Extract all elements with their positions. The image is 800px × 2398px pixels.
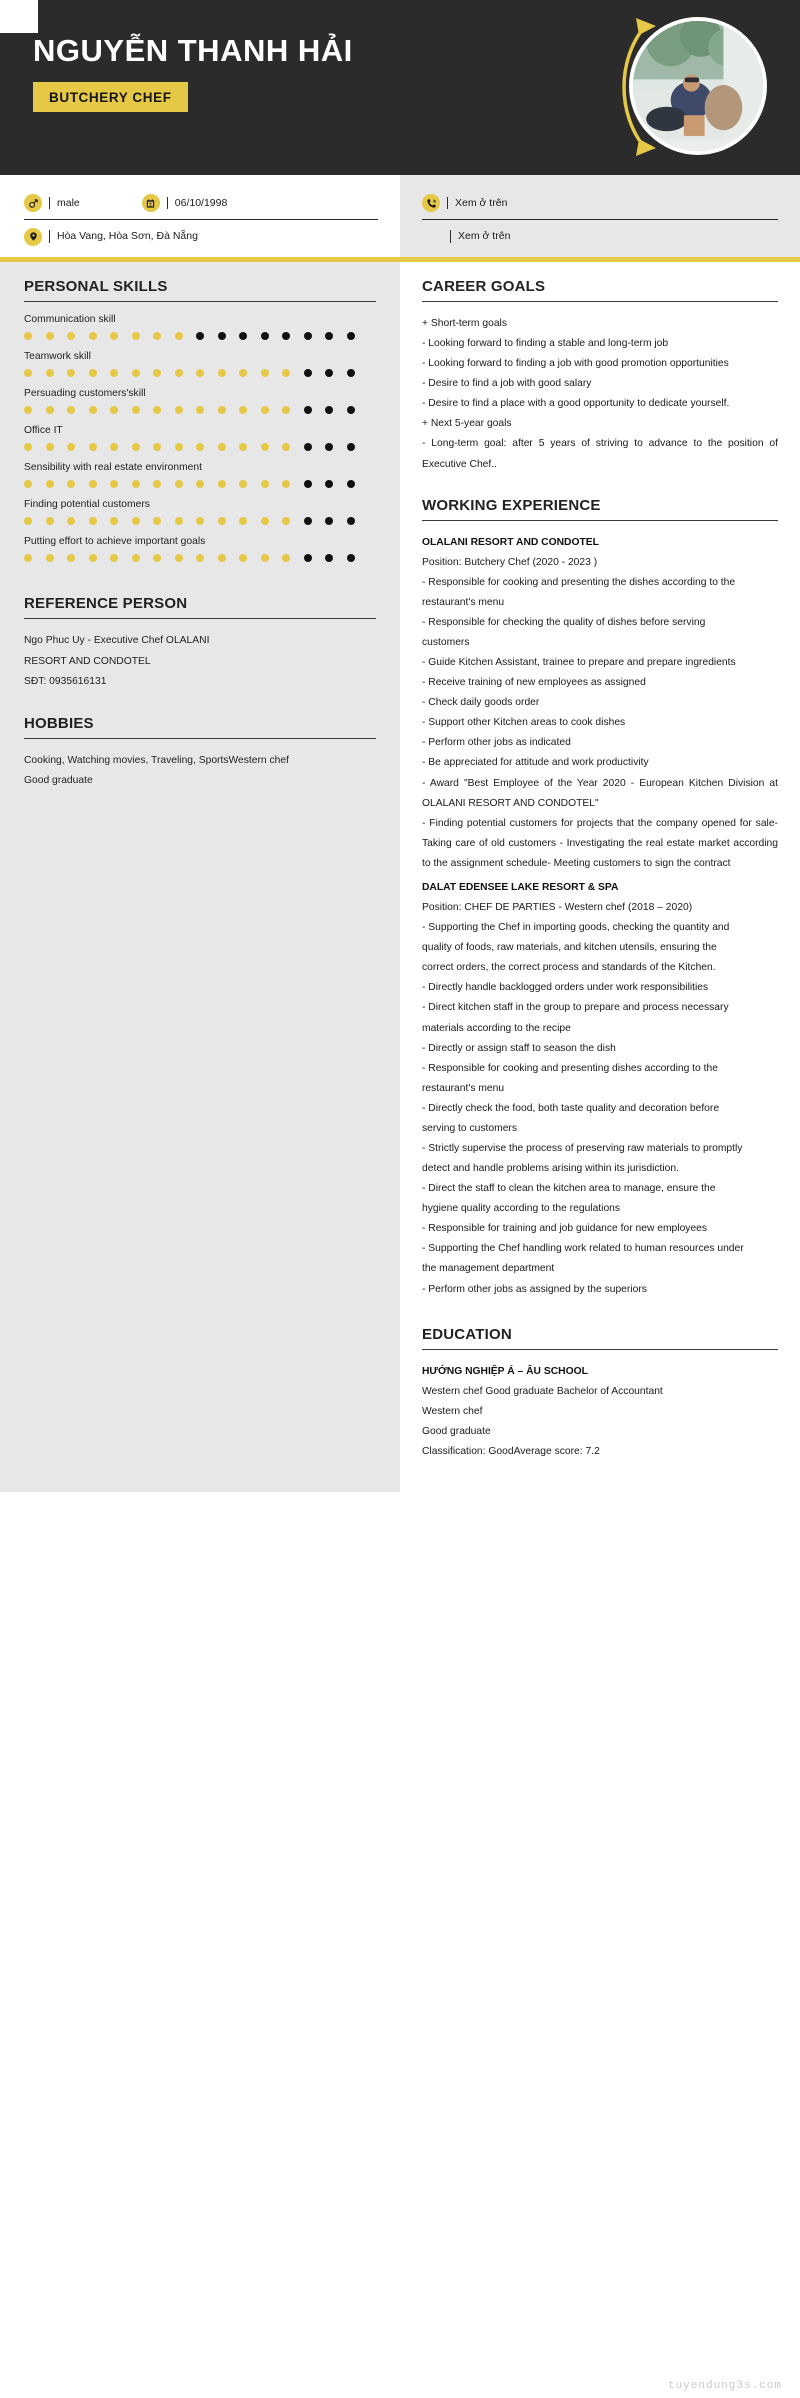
rating-dot	[132, 517, 140, 525]
rating-dot	[175, 369, 183, 377]
job-duty-line: detect and handle problems arising within its jurisdiction.	[422, 1163, 679, 1175]
skill-label: Putting effort to achieve important goals	[24, 536, 206, 547]
candidate-name: NGUYỄN THANH HẢI	[33, 33, 353, 68]
skill-label: Office IT	[24, 425, 63, 436]
rating-dot	[153, 369, 161, 377]
rating-dot	[304, 406, 312, 414]
rating-dot	[261, 554, 269, 562]
rating-dot	[304, 369, 312, 377]
career-goal-line: + Next 5-year goals	[422, 418, 512, 430]
skill-rating-dots	[24, 406, 376, 414]
rating-dot	[347, 369, 355, 377]
rating-dot	[110, 406, 118, 414]
rating-dot	[347, 406, 355, 414]
gender-icon	[24, 194, 42, 212]
skill-rating-dots	[24, 554, 376, 562]
rating-dot	[153, 406, 161, 414]
rating-dot	[153, 480, 161, 488]
rating-dot	[153, 332, 161, 340]
rating-dot	[89, 480, 97, 488]
right-column	[400, 262, 800, 1492]
rating-dot	[46, 443, 54, 451]
job-duty-line: - Receive training of new employees as assigned	[422, 677, 646, 689]
rating-dot	[304, 332, 312, 340]
skill-label: Sensibility with real estate environment	[24, 462, 202, 473]
rating-dot	[218, 406, 226, 414]
rating-dot	[89, 554, 97, 562]
job-duty-line: - Finding potential customers for projects that the company opened for sale- Taking care of old customers - Investigating the real estate market according to the assignment schedule- Meeting customers to sign the contract	[422, 817, 778, 869]
rating-dot	[196, 369, 204, 377]
rating-dot	[239, 517, 247, 525]
rating-dot	[282, 332, 290, 340]
skill-row	[24, 499, 376, 525]
candidate-role-badge: BUTCHERY CHEF	[33, 82, 188, 112]
phone-icon	[422, 194, 440, 212]
rating-dot	[347, 332, 355, 340]
job-duty-line: - Support other Kitchen areas to cook dishes	[422, 717, 626, 729]
rating-dot	[239, 369, 247, 377]
skill-row	[24, 462, 376, 488]
job-duty-line: - Perform other jobs as indicated	[422, 737, 571, 749]
rating-dot	[347, 517, 355, 525]
rating-dot	[261, 480, 269, 488]
rating-dot	[261, 406, 269, 414]
job-duty-line: - Strictly supervise the process of preserving raw materials to promptly	[422, 1142, 743, 1154]
rating-dot	[67, 517, 75, 525]
rating-dot	[218, 480, 226, 488]
contact-row-phone	[422, 187, 778, 220]
education-list	[422, 1382, 778, 1462]
left-column	[0, 262, 400, 1492]
rating-dot	[218, 554, 226, 562]
job-duty-line: materials according to the recipe	[422, 1022, 571, 1034]
rating-dot	[239, 406, 247, 414]
job-duty-line: - Direct the staff to clean the kitchen area to manage, ensure the	[422, 1183, 716, 1195]
rating-dot	[261, 443, 269, 451]
rating-dot	[67, 554, 75, 562]
education-line: Western chef Good graduate Bachelor of Accountant	[422, 1385, 663, 1397]
job-duty-line: restaurant's menu	[422, 596, 505, 608]
job-duty-line: hygiene quality according to the regulations	[422, 1203, 621, 1215]
rating-dot	[24, 332, 32, 340]
rating-dot	[325, 443, 333, 451]
spacer	[24, 573, 376, 595]
rating-dot	[46, 369, 54, 377]
skill-rating-dots	[24, 369, 376, 377]
rating-dot	[132, 554, 140, 562]
education-line: Classification: GoodAverage score: 7.2	[422, 1445, 600, 1457]
reference-line: RESORT AND CONDOTEL	[24, 655, 151, 667]
rating-dot	[239, 480, 247, 488]
rating-dot	[89, 517, 97, 525]
avatar-image	[633, 21, 763, 151]
spacer	[422, 475, 778, 497]
phone-value: Xem ở trên	[447, 197, 507, 210]
job-duty-line: - Responsible for cooking and presenting dishes according to the	[422, 1062, 718, 1074]
job-duty-line: customers	[422, 637, 470, 649]
spacer	[422, 1304, 778, 1326]
skill-row	[24, 314, 376, 340]
rating-dot	[46, 332, 54, 340]
section-title-reference-person: REFERENCE PERSON	[24, 595, 376, 619]
rating-dot	[325, 480, 333, 488]
rating-dot	[110, 332, 118, 340]
location-pin-icon	[24, 228, 42, 246]
profile-photo-block	[603, 8, 758, 166]
hobbies-list	[24, 751, 376, 792]
rating-dot	[46, 554, 54, 562]
skill-rating-dots	[24, 480, 376, 488]
rating-dot	[132, 443, 140, 451]
rating-dot	[132, 369, 140, 377]
rating-dot	[282, 480, 290, 488]
rating-dot	[282, 443, 290, 451]
rating-dot	[132, 406, 140, 414]
section-title-personal-skills: PERSONAL SKILLS	[24, 278, 376, 302]
rating-dot	[67, 406, 75, 414]
rating-dot	[46, 480, 54, 488]
career-goal-line: - Long-term goal: after 5 years of striving to advance to the position of Executive Chef..	[422, 438, 778, 470]
skill-rating-dots	[24, 332, 376, 340]
section-title-career-goals: CAREER GOALS	[422, 278, 778, 302]
rating-dot	[24, 480, 32, 488]
job-duty-line: - Responsible for cooking and presenting the dishes according to the	[422, 576, 736, 588]
education-line: Good graduate	[422, 1425, 491, 1437]
rating-dot	[24, 517, 32, 525]
reference-line: Ngo Phuc Uy - Executive Chef OLALANI	[24, 635, 210, 646]
rating-dot	[110, 480, 118, 488]
rating-dot	[67, 443, 75, 451]
rating-dot	[132, 480, 140, 488]
rating-dot	[239, 443, 247, 451]
job-duty-line: - Award "Best Employee of the Year 2020 - European Kitchen Division at OLALANI RESORT AND CONDOTEL"	[422, 777, 778, 809]
rating-dot	[196, 554, 204, 562]
job-duty-line: - Perform other jobs as assigned by the superiors	[422, 1283, 647, 1295]
avatar	[629, 17, 767, 155]
spacer	[24, 693, 376, 715]
job-duty-line: - Directly or assign staff to season the dish	[422, 1042, 616, 1054]
site-watermark: tuyendung3s.com	[667, 2380, 782, 2392]
education-school: HƯỚNG NGHIỆP Á – ÂU SCHOOL	[422, 1365, 588, 1377]
hobby-line: Good graduate	[24, 775, 93, 787]
rating-dot	[175, 406, 183, 414]
rating-dot	[67, 332, 75, 340]
rating-dot	[110, 517, 118, 525]
rating-dot	[304, 480, 312, 488]
job-duty-line: the management department	[422, 1263, 555, 1275]
rating-dot	[132, 332, 140, 340]
contact-bar	[0, 175, 800, 257]
rating-dot	[325, 554, 333, 562]
rating-dot	[46, 517, 54, 525]
skill-label: Finding potential customers	[24, 499, 150, 510]
rating-dot	[261, 369, 269, 377]
rating-dot	[24, 554, 32, 562]
contact-left-group	[0, 175, 400, 257]
rating-dot	[89, 406, 97, 414]
job-duty-line: - Supporting the Chef in importing goods, checking the quantity and	[422, 922, 730, 934]
gender-value: male	[49, 197, 80, 210]
rating-dot	[24, 443, 32, 451]
skill-label: Communication skill	[24, 314, 116, 325]
rating-dot	[325, 517, 333, 525]
rating-dot	[304, 443, 312, 451]
header-identity	[33, 34, 353, 112]
rating-dot	[196, 443, 204, 451]
personal-skills-list	[24, 314, 376, 562]
rating-dot	[347, 480, 355, 488]
rating-dot	[175, 443, 183, 451]
career-goal-line: - Desire to find a job with good salary	[422, 378, 592, 390]
rating-dot	[89, 369, 97, 377]
career-goal-line: - Looking forward to finding a job with good promotion opportunities	[422, 358, 729, 370]
career-goals-list	[422, 314, 778, 475]
job-duty-line: restaurant's menu	[422, 1082, 505, 1094]
job-duty-line: - Direct kitchen staff in the group to prepare and process necessary	[422, 1002, 729, 1014]
education-line: Western chef	[422, 1405, 483, 1417]
rating-dot	[153, 554, 161, 562]
rating-dot	[110, 443, 118, 451]
rating-dot	[89, 332, 97, 340]
rating-dot	[239, 554, 247, 562]
skill-label: Persuading customers'skill	[24, 388, 146, 399]
rating-dot	[175, 480, 183, 488]
rating-dot	[67, 369, 75, 377]
rating-dot	[175, 332, 183, 340]
rating-dot	[218, 443, 226, 451]
rating-dot	[282, 406, 290, 414]
rating-dot	[304, 554, 312, 562]
career-goal-line: - Looking forward to finding a stable and long-term job	[422, 338, 669, 350]
rating-dot	[196, 517, 204, 525]
header-notch-decoration	[0, 0, 38, 33]
rating-dot	[239, 332, 247, 340]
rating-dot	[175, 554, 183, 562]
skill-row	[24, 536, 376, 562]
calendar-icon	[142, 194, 160, 212]
cv-body	[0, 262, 800, 1492]
contact-row-email	[422, 220, 778, 253]
working-experience-list	[422, 533, 778, 1300]
contact-row-gender-birthday	[24, 187, 378, 220]
job-duty-line: - Be appreciated for attitude and work productivity	[422, 757, 649, 769]
rating-dot	[24, 406, 32, 414]
rating-dot	[196, 332, 204, 340]
career-goal-line: - Desire to find a place with a good opportunity to dedicate yourself.	[422, 398, 730, 410]
section-title-working-experience: WORKING EXPERIENCE	[422, 497, 778, 521]
career-goal-line: + Short-term goals	[422, 318, 507, 329]
rating-dot	[218, 332, 226, 340]
reference-line: SĐT: 0935616131	[24, 676, 107, 688]
address-value: Hòa Vang, Hòa Sơn, Đà Nẵng	[49, 230, 198, 243]
rating-dot	[24, 369, 32, 377]
email-value: Xem ở trên	[450, 230, 510, 243]
rating-dot	[347, 554, 355, 562]
section-title-hobbies: HOBBIES	[24, 715, 376, 739]
rating-dot	[196, 406, 204, 414]
rating-dot	[89, 443, 97, 451]
job-company: OLALANI RESORT AND CONDOTEL	[422, 536, 599, 548]
rating-dot	[110, 554, 118, 562]
rating-dot	[304, 517, 312, 525]
rating-dot	[261, 517, 269, 525]
hobby-line: Cooking, Watching movies, Traveling, SportsWestern chef	[24, 754, 289, 766]
contact-icon-spacer	[422, 223, 450, 251]
job-duty-line: - Guide Kitchen Assistant, trainee to prepare and prepare ingredients	[422, 657, 736, 669]
skill-label: Teamwork skill	[24, 351, 91, 362]
contact-right-group	[400, 175, 800, 257]
rating-dot	[325, 406, 333, 414]
skill-row	[24, 388, 376, 414]
birthday-value: 06/10/1998	[167, 197, 228, 210]
job-duty-line: - Responsible for checking the quality of dishes before serving	[422, 616, 706, 628]
job-duty-line: - Directly check the food, both taste quality and decoration before	[422, 1102, 720, 1114]
section-title-education: EDUCATION	[422, 1326, 778, 1350]
cv-header	[0, 0, 800, 175]
reference-person-list	[24, 631, 376, 693]
rating-dot	[218, 517, 226, 525]
rating-dot	[153, 443, 161, 451]
job-position: Position: Butchery Chef (2020 - 2023 )	[422, 556, 598, 568]
job-duty-line: correct orders, the correct process and standards of the Kitchen.	[422, 962, 716, 974]
job-duty-line: quality of foods, raw materials, and kitchen utensils, ensuring the	[422, 942, 717, 954]
rating-dot	[261, 332, 269, 340]
rating-dot	[196, 480, 204, 488]
job-duty-line: - Directly handle backlogged orders under work responsibilities	[422, 982, 709, 994]
skill-rating-dots	[24, 517, 376, 525]
rating-dot	[282, 369, 290, 377]
job-entry	[422, 533, 778, 874]
rating-dot	[325, 369, 333, 377]
rating-dot	[347, 443, 355, 451]
skill-rating-dots	[24, 443, 376, 451]
rating-dot	[325, 332, 333, 340]
job-company: DALAT EDENSEE LAKE RESORT & SPA	[422, 881, 619, 893]
skill-row	[24, 425, 376, 451]
rating-dot	[218, 369, 226, 377]
job-duty-line: serving to customers	[422, 1122, 517, 1134]
rating-dot	[67, 480, 75, 488]
job-entry	[422, 878, 778, 1300]
rating-dot	[282, 554, 290, 562]
job-position: Position: CHEF DE PARTIES - Western chef (2018 – 2020)	[422, 902, 693, 914]
contact-row-address	[24, 220, 378, 253]
job-duty-line: - Check daily goods order	[422, 697, 540, 709]
job-duty-line: - Responsible for training and job guidance for new employees	[422, 1223, 708, 1235]
job-duty-line: - Supporting the Chef handling work related to human resources under	[422, 1243, 744, 1255]
rating-dot	[153, 517, 161, 525]
rating-dot	[46, 406, 54, 414]
skill-row	[24, 351, 376, 377]
rating-dot	[110, 369, 118, 377]
rating-dot	[175, 517, 183, 525]
rating-dot	[282, 517, 290, 525]
